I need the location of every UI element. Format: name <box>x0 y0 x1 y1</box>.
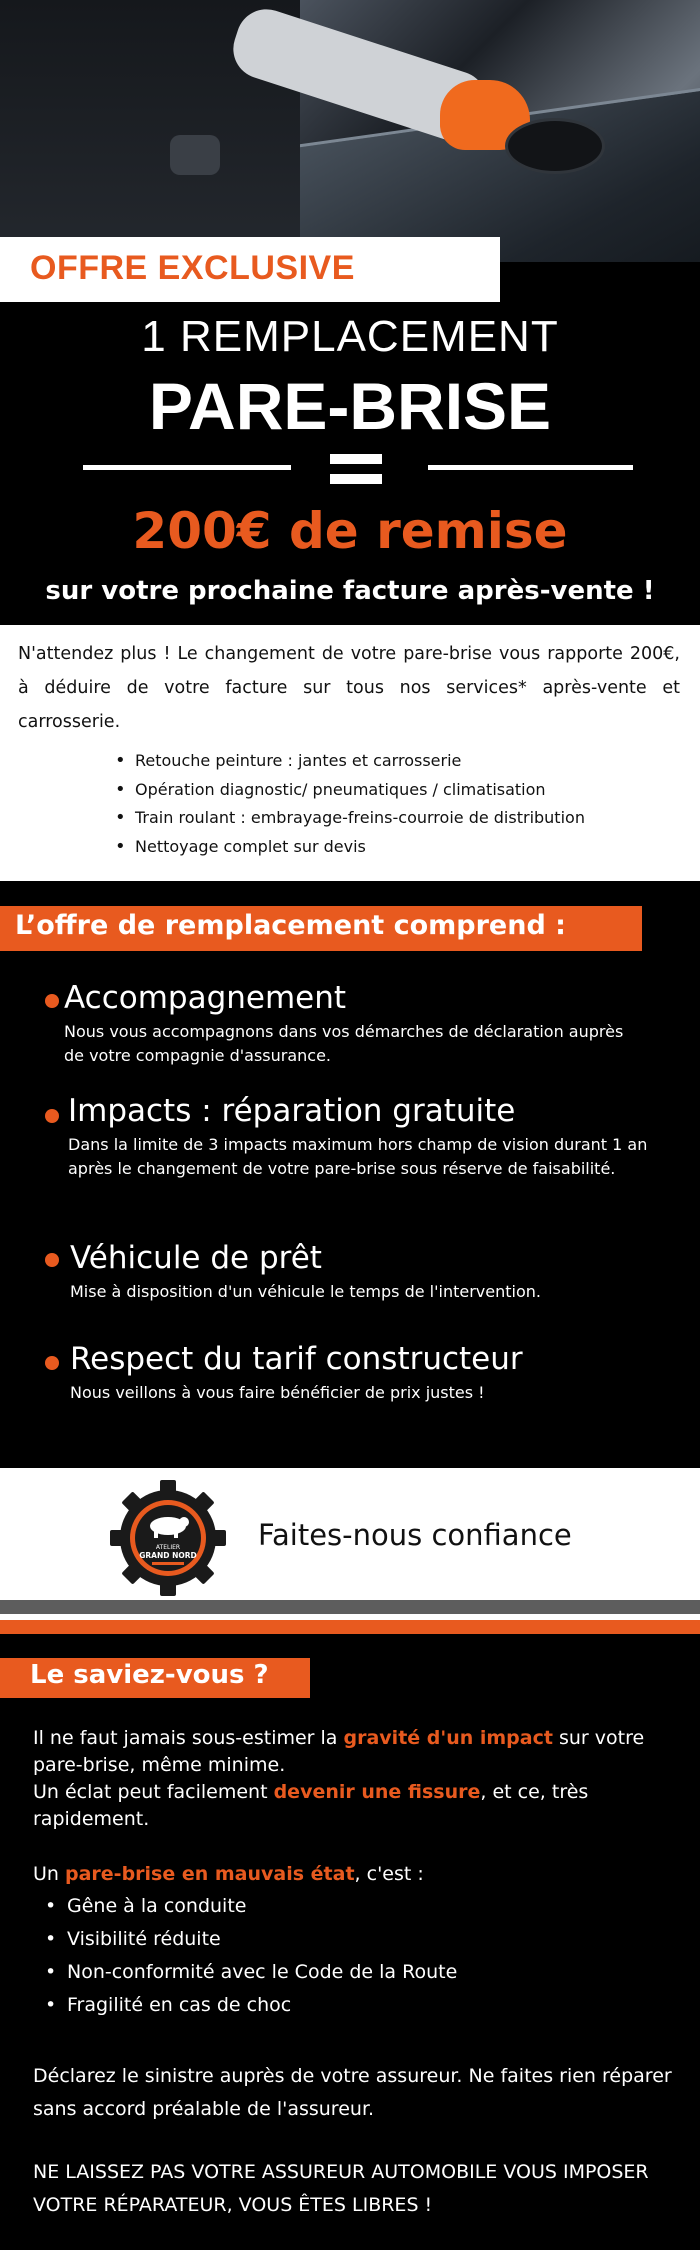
equal-divider <box>0 452 700 492</box>
feature-text: Mise à disposition d'un véhicule le temps de l'intervention. <box>70 1282 541 1301</box>
title-line-2: PARE-BRISE <box>148 369 552 443</box>
equal-sign-bar-bottom <box>330 474 382 484</box>
trust-band <box>0 1468 700 1606</box>
feature-title: Véhicule de prêt <box>70 1240 322 1276</box>
bullet-dot-icon <box>45 1109 59 1123</box>
list-item: • Train roulant : embrayage-freins-courroie de distribution <box>115 804 585 833</box>
saviez-heading: Le saviez-vous ? <box>30 1660 269 1690</box>
saviez-declare-text: Déclarez le sinistre auprès de votre assureur. Ne faites rien réparer sans accord préalable de l'assureur. <box>33 2065 672 2120</box>
promo-subtitle: sur votre prochaine facture après-vente ! <box>45 576 655 606</box>
saviez-paragraph-3 <box>33 1861 673 1888</box>
feature-text: Nous veillons à vous faire bénéficier de prix justes ! <box>70 1383 485 1402</box>
divider-line-left <box>83 465 291 470</box>
feature-title: Respect du tarif constructeur <box>70 1341 523 1377</box>
divider-stripe-gray <box>0 1600 700 1614</box>
list-item: • Visibilité réduite <box>45 1923 457 1956</box>
feature-text: Dans la limite de 3 impacts maximum hors champ de vision durant 1 an après le changement de votre pare-brise sous réserve de faisabilité. <box>68 1135 648 1178</box>
suction-cup-tool <box>505 118 605 174</box>
logo-text-atelier: ATELIER <box>155 1544 181 1551</box>
saviez-paragraph-1 <box>33 1725 673 1779</box>
services-list <box>115 747 585 861</box>
feature-title: Accompagnement <box>64 980 347 1016</box>
text-span: Il ne faut jamais sous-estimer la <box>33 1727 344 1749</box>
offer-tag-label: OFFRE EXCLUSIVE <box>30 249 355 287</box>
text-span: , c'est : <box>354 1863 424 1885</box>
offer-heading-banner <box>0 906 642 951</box>
highlight-text: devenir une fissure <box>273 1781 481 1803</box>
saviez-final-warning: NE LAISSEZ PAS VOTRE ASSUREUR AUTOMOBILE VOUS IMPOSER VOTRE RÉPARATEUR, VOUS ÊTES LIBRES ! <box>33 2161 649 2216</box>
saviez-list <box>45 1890 457 2022</box>
feature-text: Nous vous accompagnons dans vos démarches de déclaration auprès de votre compagnie d'assurance. <box>64 1022 624 1065</box>
text-span: , et ce, très rapidement. <box>33 1781 589 1830</box>
atelier-grand-nord-logo <box>108 1478 228 1598</box>
text-span: sur votre pare-brise, même minime. <box>33 1727 645 1776</box>
equal-sign-bar-top <box>330 454 382 464</box>
list-item: • Gêne à la conduite <box>45 1890 457 1923</box>
list-item: • Fragilité en cas de choc <box>45 1989 457 2022</box>
intro-paragraph: N'attendez plus ! Le changement de votre pare-brise vous rapporte 200€, à déduire de votre facture sur tous nos services* après-vente et carrosserie. <box>18 644 680 732</box>
offer-heading: L’offre de remplacement comprend : <box>15 910 566 941</box>
list-item: • Retouche peinture : jantes et carrosserie <box>115 747 585 776</box>
logo-text-grand-nord: GRAND NORD <box>139 1551 197 1560</box>
promo-amount: 200€ de remise <box>132 502 568 560</box>
saviez-paragraph-2 <box>33 1779 673 1833</box>
divider-line-right <box>428 465 633 470</box>
bullet-dot-icon <box>45 994 59 1008</box>
list-item: • Opération diagnostic/ pneumatiques / climatisation <box>115 776 585 805</box>
saviez-heading-banner <box>0 1658 310 1698</box>
bullet-dot-icon <box>45 1356 59 1370</box>
title-line-1: 1 REMPLACEMENT <box>141 312 559 361</box>
hero-photo <box>0 0 700 262</box>
text-span: Un <box>33 1863 65 1885</box>
offer-tag <box>0 237 500 302</box>
feature-title: Impacts : réparation gratuite <box>68 1093 516 1129</box>
vest-logo-patch <box>170 135 220 175</box>
bullet-dot-icon <box>45 1253 59 1267</box>
intro-section <box>0 625 700 881</box>
list-item: • Non-conformité avec le Code de la Route <box>45 1956 457 1989</box>
highlight-text: pare-brise en mauvais état <box>65 1863 355 1885</box>
text-span: Un éclat peut facilement <box>33 1781 274 1803</box>
list-item: • Nettoyage complet sur devis <box>115 833 585 862</box>
highlight-text: gravité d'un impact <box>343 1727 553 1749</box>
divider-stripe-orange <box>0 1620 700 1634</box>
trust-text: Faites-nous confiance <box>258 1518 572 1552</box>
